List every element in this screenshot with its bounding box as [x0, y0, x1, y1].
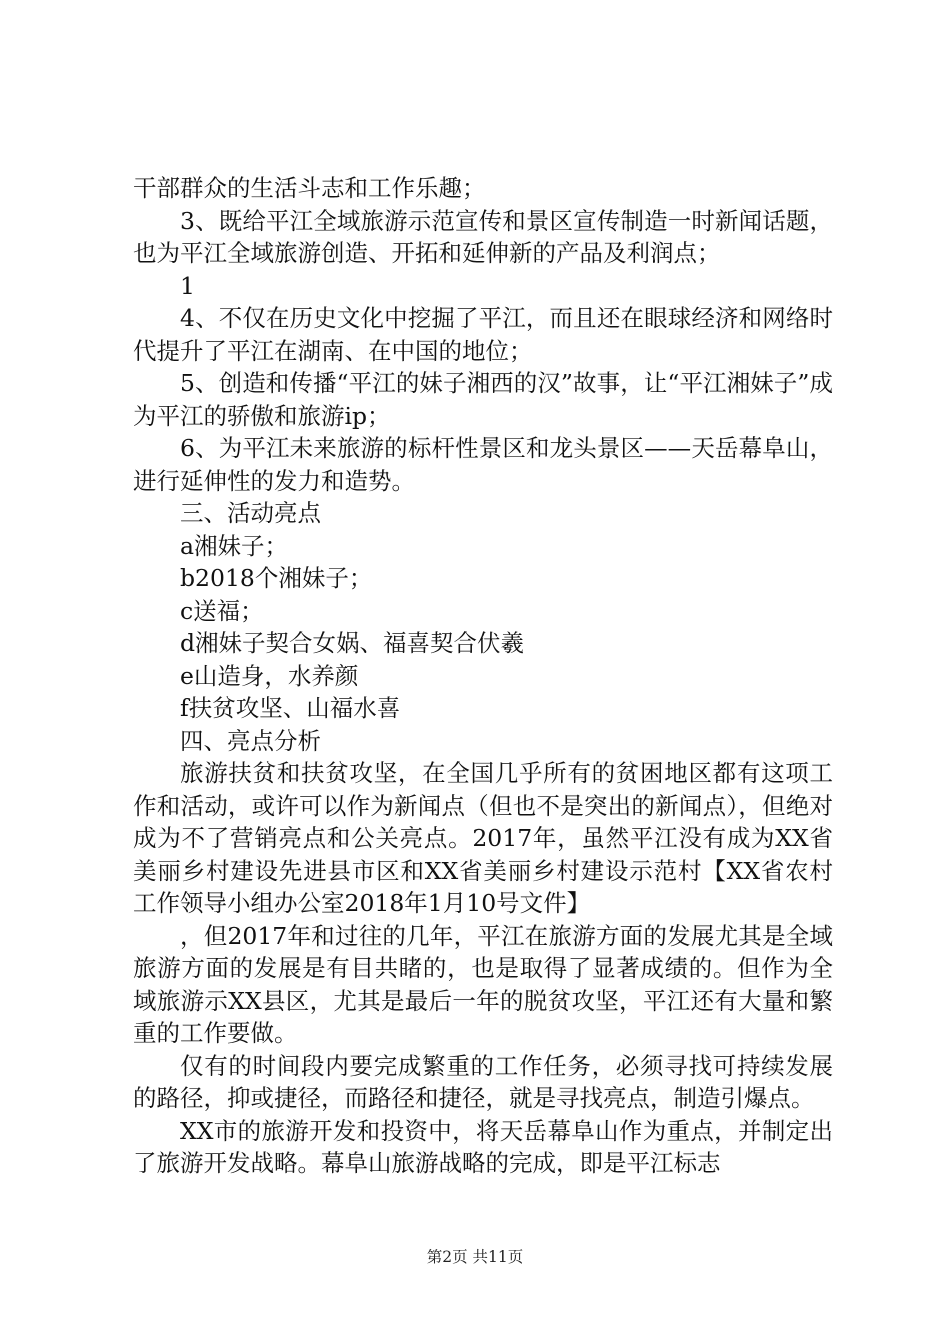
highlight-item-a: a湘妹子； [180, 531, 289, 560]
highlight-item-d: d湘妹子契合女娲、福喜契合伏羲 [180, 629, 525, 657]
highlight-item-e: e山造身，水养颜 [180, 661, 359, 690]
paragraph-item-5: 5、创造和传播“平江的妹子湘西的汉”故事，让“平江湘妹子”成为平江的骄傲和旅游ip； [133, 369, 833, 430]
analysis-paragraph-2: ，但2017年和过往的几年，平江在旅游方面的发展尤其是全域旅游方面的发展是有目共睹的，也是取得了显著成绩的。但作为全域旅游示XX县区，尤其是最后一年的脱贫攻坚，平江还有大量和繁重的工作要做。 [133, 921, 833, 1047]
section-heading-highlights: 三、活动亮点 [180, 499, 321, 527]
analysis-paragraph-1: 旅游扶贫和扶贫攻坚，在全国几乎所有的贫困地区都有这项工作和活动，或许可以作为新闻点（但也不是突出的新闻点），但绝对成为不了营销亮点和公关亮点。2017年，虽然平江没有成为XX省美丽乡村建设先进县市区和XX省美丽乡村建设示范村【XX省农村工作领导小组办公室2018年1月10号文件】 [133, 759, 833, 917]
highlight-item-b: b2018个湘妹子； [180, 564, 373, 592]
highlight-item-c: c送福； [180, 596, 264, 625]
page-number-footer: 第2页 共11页 [426, 1248, 524, 1266]
document-body [133, 172, 833, 1180]
section-heading-analysis: 四、亮点分析 [180, 726, 321, 755]
paragraph-continuation: 干部群众的生活斗志和工作乐趣； [133, 174, 486, 202]
paragraph-item-3: 3、既给平江全域旅游示范宣传和景区宣传制造一时新闻话题，也为平江全域旅游创造、开拓和延伸新的产品及利润点； [133, 206, 833, 267]
analysis-paragraph-4: XX市的旅游开发和投资中，将天岳幕阜山作为重点，并制定出了旅游开发战略。幕阜山旅游战略的完成，即是平江标志 [133, 1116, 833, 1177]
paragraph-stray-number: 1 [180, 271, 195, 300]
paragraph-item-4: 4、不仅在历史文化中挖掘了平江，而且还在眼球经济和网络时代提升了平江在湖南、在中国的地位； [133, 304, 833, 365]
analysis-paragraph-3: 仅有的时间段内要完成繁重的工作任务，必须寻找可持续发展的路径，抑或捷径，而路径和捷径，就是寻找亮点，制造引爆点。 [133, 1051, 833, 1112]
paragraph-item-6: 6、为平江未来旅游的标杆性景区和龙头景区——天岳幕阜山，进行延伸性的发力和造势。 [133, 434, 833, 495]
highlight-item-f: f扶贫攻坚、山福水喜 [180, 694, 401, 722]
